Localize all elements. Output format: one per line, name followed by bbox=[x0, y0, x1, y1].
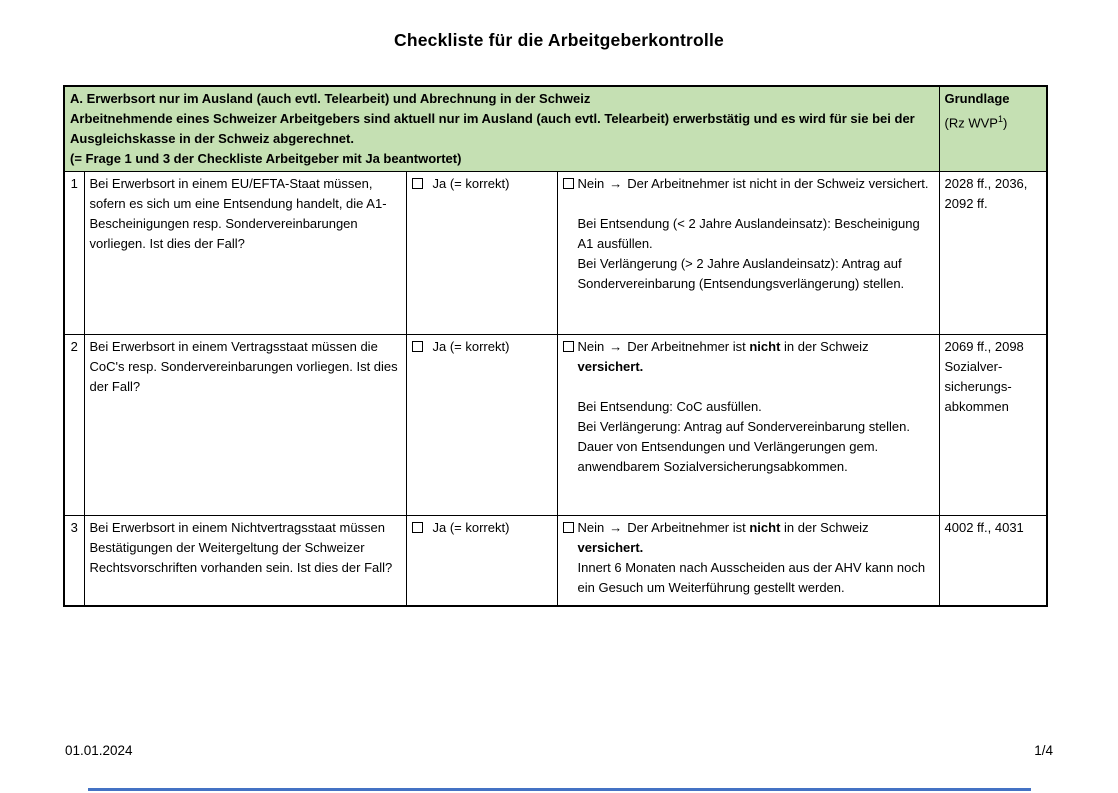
ja-label: Ja (= korrekt) bbox=[432, 176, 510, 191]
grundlage-header-title: Grundlage bbox=[944, 91, 1010, 106]
table-row-3 bbox=[64, 516, 1047, 606]
nein-cell bbox=[557, 516, 939, 606]
page-footer bbox=[65, 743, 1053, 758]
ja-cell bbox=[406, 516, 557, 606]
nein-detail: Dauer von Entsendungen und Verlängerungen gem. anwendbarem Sozialversicherungsabkommen. bbox=[577, 439, 879, 474]
section-description: Arbeitnehmende eines Schweizer Arbeitgebers sind aktuell nur im Ausland (auch evtl. Telearbeit) erwerbstätig und es wird für sie bei der Ausgleichskasse in der Schweiz abgerechnet. bbox=[70, 111, 915, 146]
section-title: A. Erwerbsort nur im Ausland (auch evtl. Telearbeit) und Abrechnung in der Schweiz bbox=[70, 91, 591, 106]
nein-label: Nein bbox=[577, 520, 605, 535]
ja-checkbox[interactable] bbox=[412, 341, 423, 352]
nein-cell bbox=[557, 335, 939, 516]
grundlage-line: Sozialver- bbox=[944, 359, 1003, 374]
page-title: Checkliste für die Arbeitgeberkontrolle bbox=[393, 30, 724, 50]
grundlage-line: 2092 ff. bbox=[944, 196, 988, 211]
footer-date: 01.01.2024 bbox=[65, 743, 133, 758]
nein-checkbox[interactable] bbox=[563, 341, 574, 352]
arrow-right-icon: → bbox=[609, 520, 623, 535]
ja-checkbox[interactable] bbox=[412, 178, 423, 189]
ja-cell bbox=[406, 335, 557, 516]
section-header-cell bbox=[64, 86, 939, 172]
row-number: 3 bbox=[64, 516, 84, 606]
nein-cell bbox=[557, 172, 939, 335]
grundlage-cell bbox=[939, 516, 1047, 606]
nein-detail: Bei Verlängerung (> 2 Jahre Auslandeinsatz): Antrag auf Sondervereinbarung (Entsendungsverlängerung) stellen. bbox=[577, 256, 905, 291]
nein-checkbox[interactable] bbox=[563, 522, 574, 533]
grundlage-line: 2069 ff., 2098 bbox=[944, 339, 1024, 354]
row-number: 2 bbox=[64, 335, 84, 516]
grundlage-header-cell bbox=[939, 86, 1047, 172]
nein-detail: Bei Entsendung (< 2 Jahre Auslandeinsatz): Bescheinigung A1 ausfüllen. bbox=[577, 216, 920, 251]
grundlage-header-subtitle: (Rz WVP$^1$) bbox=[944, 114, 1008, 131]
nein-label: Nein bbox=[577, 339, 605, 354]
arrow-right-icon: → bbox=[609, 339, 623, 354]
grundlage-cell bbox=[939, 172, 1047, 335]
section-note: (= Frage 1 und 3 der Checkliste Arbeitgeber mit Ja beantwortet) bbox=[70, 151, 462, 166]
checklist-table bbox=[63, 85, 1048, 607]
nein-checkbox[interactable] bbox=[563, 178, 574, 189]
arrow-right-icon: → bbox=[609, 176, 623, 191]
nein-statement: Nein → Der Arbeitnehmer ist nicht in der Schweiz versichert. bbox=[577, 176, 929, 191]
table-row-2 bbox=[64, 335, 1047, 516]
question-cell: Bei Erwerbsort in einem Nichtvertragsstaat müssen Bestätigungen der Weitergeltung der Schweizer Rechtsvorschriften vorhanden sein. Ist dies der Fall? bbox=[84, 516, 406, 606]
bottom-edge-line bbox=[88, 788, 1031, 791]
grundlage-line: 4002 ff., 4031 bbox=[944, 520, 1024, 535]
section-header-row bbox=[64, 86, 1047, 172]
ja-label: Ja (= korrekt) bbox=[432, 520, 510, 535]
blank-line bbox=[578, 377, 934, 397]
blank-line bbox=[578, 194, 934, 214]
grundlage-line: abkommen bbox=[944, 399, 1009, 414]
row-number: 1 bbox=[64, 172, 84, 335]
nein-detail: Bei Verlängerung: Antrag auf Sondervereinbarung stellen. bbox=[577, 419, 910, 434]
nein-statement: Nein → Der Arbeitnehmer ist nicht in der Schweiz versichert. bbox=[577, 339, 869, 374]
question-cell: Bei Erwerbsort in einem Vertragsstaat müssen die CoC's resp. Sondervereinbarungen vorliegen. Ist dies der Fall? bbox=[84, 335, 406, 516]
footer-page-number: 1/4 bbox=[1034, 743, 1053, 758]
nein-statement: Nein → Der Arbeitnehmer ist nicht in der Schweiz versichert. bbox=[577, 520, 869, 555]
question-cell: Bei Erwerbsort in einem EU/EFTA-Staat müssen, sofern es sich um eine Entsendung handelt, die A1- Bescheinigungen resp. Sondervereinbarungen vorliegen. Ist dies der Fall? bbox=[84, 172, 406, 335]
nein-detail: Innert 6 Monaten nach Ausscheiden aus der AHV kann noch ein Gesuch um Weiterführung gestellt werden. bbox=[577, 560, 926, 595]
nein-label: Nein bbox=[577, 176, 605, 191]
grundlage-line: sicherungs- bbox=[944, 379, 1012, 394]
grundlage-cell bbox=[939, 335, 1047, 516]
grundlage-line: 2028 ff., 2036, bbox=[944, 176, 1028, 191]
table-row-1 bbox=[64, 172, 1047, 335]
nein-detail: Bei Entsendung: CoC ausfüllen. bbox=[577, 399, 762, 414]
footnote-superscript: 1 bbox=[997, 114, 1003, 124]
ja-label: Ja (= korrekt) bbox=[432, 339, 510, 354]
ja-cell bbox=[406, 172, 557, 335]
ja-checkbox[interactable] bbox=[412, 522, 423, 533]
